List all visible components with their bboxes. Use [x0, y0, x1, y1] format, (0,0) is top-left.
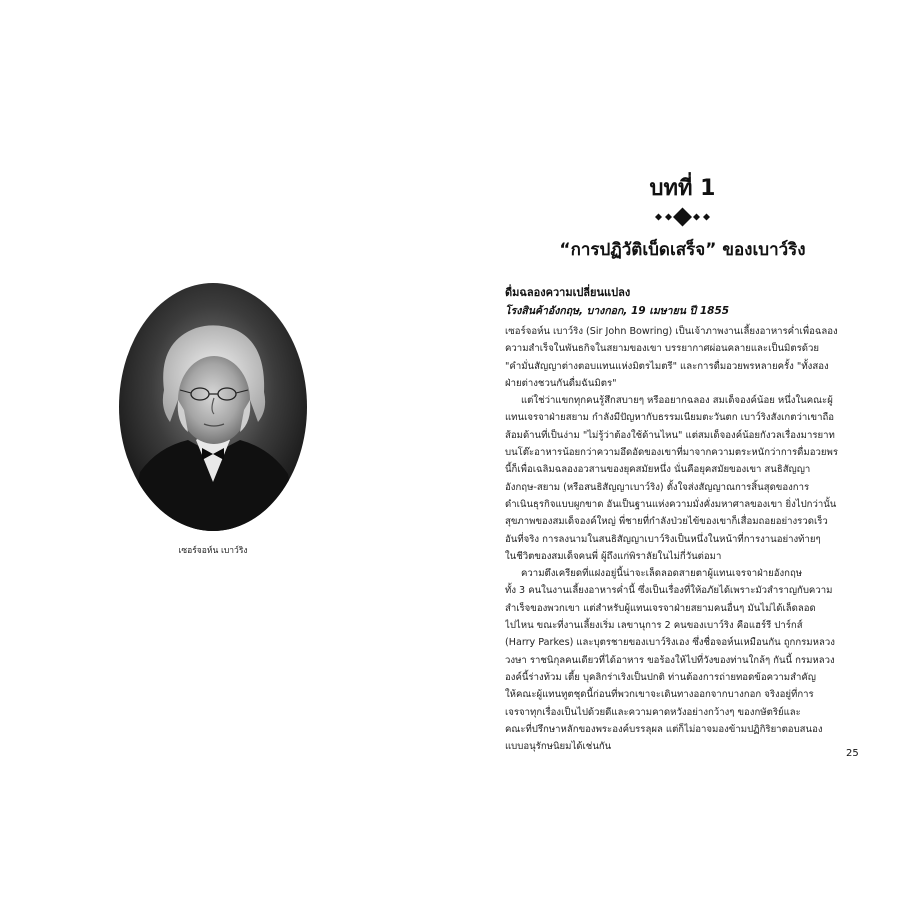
portrait-engraving — [118, 282, 308, 532]
body-line: สุขภาพของสมเด็จองค์ใหญ่ พี่ชายที่กำลังป่วยไข้ของเขาก็เสื่อมถอยอย่างรวดเร็ว — [505, 516, 828, 528]
body-line: ความสำเร็จในพันธกิจในสยามของเขา บรรยากาศผ่อนคลายและเป็นมิตรด้วย — [505, 343, 819, 355]
diamond-ornament-icon — [505, 207, 860, 227]
section-heading: ดื่มฉลองความเปลี่ยนแปลง — [505, 286, 631, 299]
section-dateline: โรงสินค้าอังกฤษ, บางกอก, 19 เมษายน ปี 1855 — [505, 305, 730, 317]
body-line: สำเร็จของพวกเขา แต่สำหรับผู้แทนเจรจาฝ่ายสยามคนอื่นๆ มันไม่ได้เล็ดลอด — [505, 602, 816, 614]
chapter-ornament — [505, 207, 860, 227]
chapter-title: “การปฏิวัติเบ็ดเสร็จ” ของเบาว์ริง — [559, 240, 806, 260]
body-line: วงษา ราชนิกุลคนเดียวที่ได้อาหาร ขอร้องให้ไปที่วังของท่านใกล้ๆ กันนี้ กรมหลวง — [505, 654, 835, 666]
body-line: เจรจาทุกเรื่องเป็นไปด้วยดีและความคาดหวังอย่างกว้างๆ ของกษัตริย์และ — [505, 706, 801, 718]
body-line: ทั้ง 3 คนในงานเลี้ยงอาหารค่ำนี้ ซึ่งเป็นเรื่องที่ให้อภัยได้เพราะมัวสำราญกับความ — [505, 585, 833, 597]
chapter-number: บทที่ 1 — [649, 176, 716, 201]
body-line: ในชีวิตของสมเด็จคนพี่ ผู้ถึงแก่พิราลัยในไม่กี่วันต่อมา — [505, 550, 722, 562]
body-line: นี้ก็เพื่อเฉลิมฉลองอวสานของยุคสมัยหนึ่ง นั่นคือยุคสมัยของเขา สนธิสัญญา — [505, 464, 811, 476]
body-text — [505, 323, 867, 755]
body-line: แต่ใช่ว่าแขกทุกคนรู้สึกสบายๆ หรืออยากฉลอง สมเด็จองค์น้อย หนึ่งในคณะผู้ — [521, 395, 833, 407]
body-line: ไปไหน ขณะที่งานเลี้ยงเริ่ม เลขานุการ 2 คนของเบาว์ริง คือแฮร์รี ปาร์กส์ — [505, 620, 803, 632]
page-number: 25 — [846, 748, 859, 759]
body-line: (Harry Parkes) และบุตรชายของเบาว์ริงเอง ซึ่งชื่อจอห์นเหมือนกัน ถูกกรมหลวง — [505, 637, 835, 649]
body-line: บนโต๊ะอาหารน้อยกว่าความอึดอัดของเขาที่มาจากความตระหนักว่าการดื่มอวยพร — [505, 447, 838, 459]
body-line: อันที่จริง การลงนามในสนธิสัญญาเบาว์ริงเป็นหนึ่งในหน้าที่การงานอย่างท้ายๆ — [505, 533, 821, 545]
body-line: คณะที่ปรึกษาหลักของพระองค์บรรลุผล แต่ก็ไม่อาจมองข้ามปฏิกิริยาตอบสนอง — [505, 723, 823, 735]
body-line: องค์นี้ร่างท้วม เตี้ย บุคลิกร่าเริงเป็นปกติ ท่านต้องการถ่ายทอดข้อความสำคัญ — [505, 671, 816, 683]
portrait-caption: เซอร์จอห์น เบาว์ริง — [178, 546, 248, 556]
body-line: ส้อมด้านที่เป็นง่าม "ไม่รู้ว่าต้องใช้ด้านไหน" แต่สมเด็จองค์น้อยกังวลเรื่องมารยาท — [505, 429, 835, 441]
body-line: ดำเนินธุรกิจแบบผูกขาด อันเป็นฐานแห่งความมั่งคั่งมหาศาลของเขา ยิ่งไปกว่านั้น — [505, 498, 837, 510]
portrait-figure — [118, 282, 308, 534]
body-line: แบบอนุรักษนิยมได้เช่นกัน — [505, 741, 612, 753]
body-line: แทนเจรจาฝ่ายสยาม กำลังมีปัญหากับธรรมเนียมตะวันตก เบาว์ริงสังเกตว่าเขาถือ — [505, 412, 835, 424]
body-line: ฝ่ายต่างชวนกันดื่มฉันมิตร" — [505, 377, 617, 389]
body-line: ความตึงเครียดที่แฝงอยู่นี้น่าจะเล็ดลอดสายตาผู้แทนเจรจาฝ่ายอังกฤษ — [521, 568, 803, 580]
body-line: ให้คณะผู้แทนทูตชุดนี้ก่อนที่พวกเขาจะเดินทางออกจากบางกอก จริงอยู่ที่การ — [505, 689, 814, 701]
body-line: อังกฤษ-สยาม (หรือสนธิสัญญาเบาว์ริง) ตั้งใจส่งสัญญาณการสิ้นสุดของการ — [505, 481, 810, 493]
body-line: "คำมั่นสัญญาต่างตอบแทนแห่งมิตรไมตรี" และการดื่มอวยพรหลายครั้ง "ทั้งสอง — [505, 360, 829, 372]
body-line: เซอร์จอห์น เบาว์ริง (Sir John Bowring) เป็นเจ้าภาพงานเลี้ยงอาหารค่ำเพื่อฉลอง — [505, 326, 838, 337]
